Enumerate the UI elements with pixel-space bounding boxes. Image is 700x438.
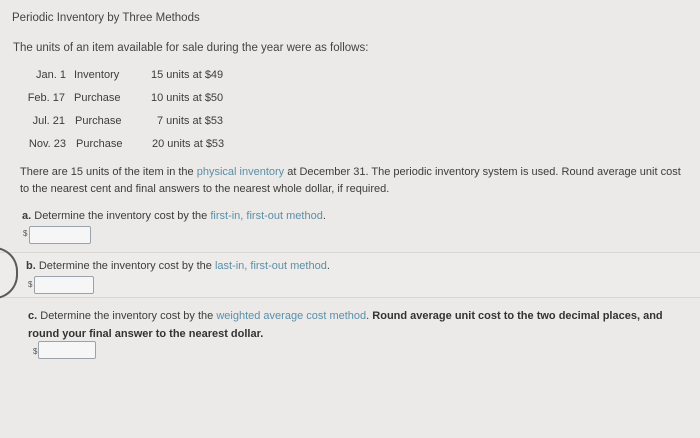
row-detail: 7 units at $53 [157, 115, 224, 127]
row-description: Purchase [76, 138, 123, 150]
row-date: Nov. 23 [28, 138, 66, 150]
instructions-text-rest: at December 31. The periodic inventory system is used. Round average unit cost to the nearest cent and final answers to the nearest whole dollar, if required. [20, 166, 681, 195]
row-description: Inventory [74, 69, 120, 81]
physical-inventory-link[interactable]: physical inventory [196, 166, 285, 178]
question-c [28, 307, 678, 343]
question-text-end: . [322, 210, 326, 222]
weighted-average-answer-input[interactable] [38, 341, 96, 359]
question-letter: b. [26, 260, 36, 272]
row-date: Jan. 1 [36, 69, 66, 81]
instructions-text: There are 15 units of the item in the [20, 166, 197, 178]
instructions-paragraph [20, 164, 692, 198]
fifo-answer-input[interactable] [29, 226, 91, 244]
question-letter: a. [22, 210, 32, 222]
question-letter: c. [28, 310, 38, 322]
lifo-link[interactable]: last-in, first-out method [214, 260, 327, 272]
currency-symbol: $ [28, 280, 33, 289]
question-a [22, 210, 326, 222]
row-detail: 10 units at $50 [151, 92, 224, 104]
row-date: Jul. 21 [32, 115, 65, 127]
row-description: Purchase [74, 92, 121, 104]
question-text: Determine the inventory cost by the [35, 260, 215, 272]
currency-symbol: $ [23, 229, 28, 238]
row-date: Feb. 17 [27, 92, 65, 104]
rounding-instruction: Round average unit cost to the two decimal places, and round your final answer to the nearest dollar. [28, 310, 663, 340]
page-title: Periodic Inventory by Three Methods [12, 12, 200, 24]
fifo-link[interactable]: first-in, first-out method [210, 210, 323, 222]
question-b-panel [0, 252, 700, 298]
question-b [26, 260, 330, 272]
question-text: Determine the inventory cost by the [31, 210, 211, 222]
weighted-average-link[interactable]: weighted average cost method [216, 310, 367, 322]
lifo-answer-input[interactable] [34, 276, 94, 294]
question-text-end: . [326, 260, 330, 272]
question-text-mid: . [366, 310, 373, 322]
currency-symbol: $ [33, 347, 38, 356]
question-text: Determine the inventory cost by the [37, 310, 217, 322]
row-detail: 20 units at $53 [152, 138, 225, 150]
row-description: Purchase [75, 115, 122, 127]
intro-text: The units of an item available for sale during the year were as follows: [13, 42, 369, 54]
row-detail: 15 units at $49 [151, 69, 224, 81]
